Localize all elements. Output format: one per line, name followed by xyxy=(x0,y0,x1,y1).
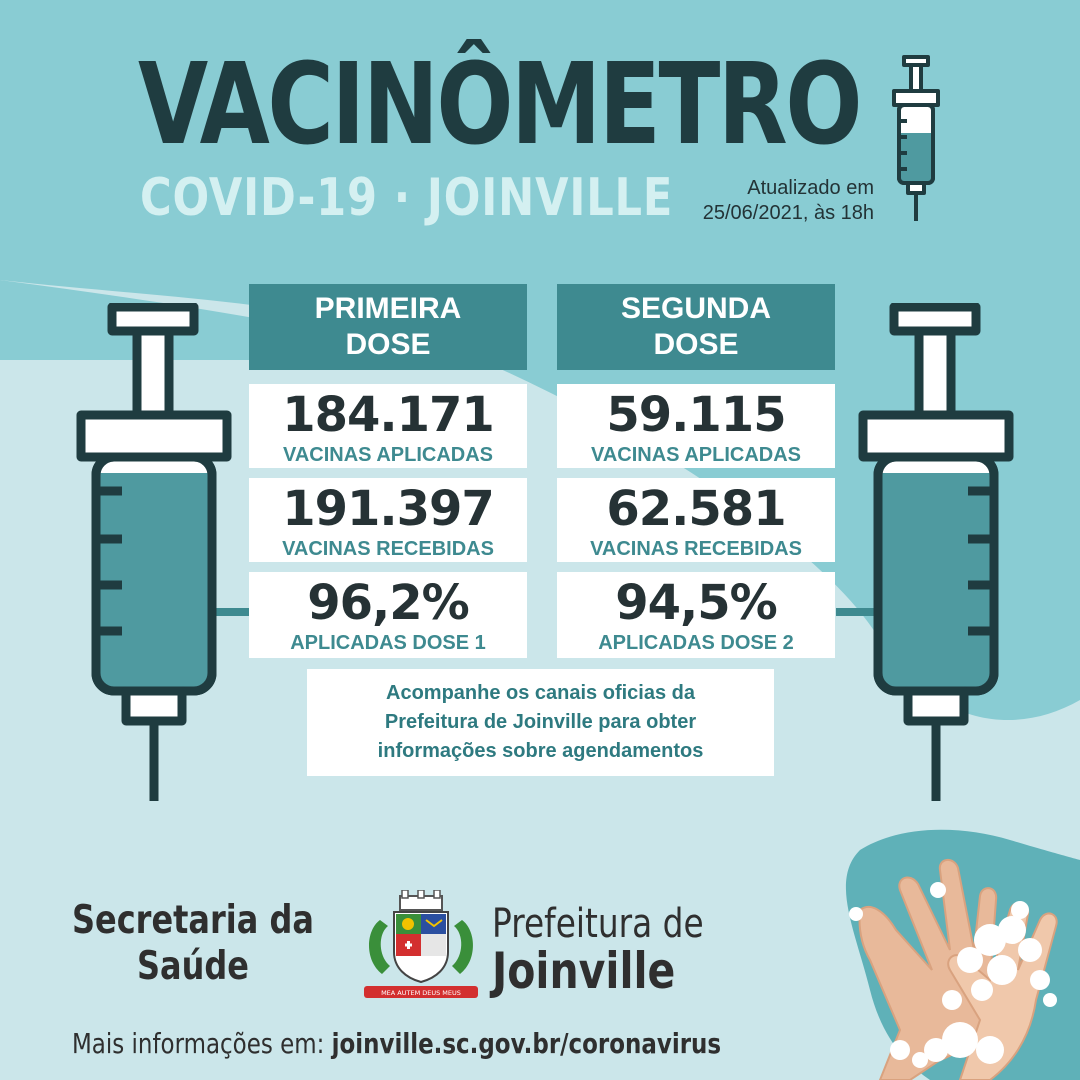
syringe-icon xyxy=(76,303,232,805)
first-dose-title-line1: PRIMEIRA xyxy=(314,292,462,325)
second-dose-title-line1: SEGUNDA xyxy=(620,292,771,325)
more-info-link[interactable]: joinville.sc.gov.br/coronavirus xyxy=(331,1027,722,1060)
second-dose-percent-value: 94,5% xyxy=(615,575,777,631)
syringe-icon xyxy=(858,303,1014,805)
second-dose-applied-label: VACINAS APLICADAS xyxy=(590,444,801,466)
secretaria-line1: Secretaria da xyxy=(72,898,314,943)
first-dose-received-label: VACINAS RECEBIDAS xyxy=(282,538,494,560)
info-line: Acompanhe os canais oficias da xyxy=(386,682,695,704)
first-dose-applied-label: VACINAS APLICADAS xyxy=(282,444,493,466)
prefeitura-logo-line1: Prefeitura de xyxy=(492,901,704,947)
first-dose-received-value: 191.397 xyxy=(282,481,494,537)
city-crest-icon xyxy=(360,890,482,1002)
page-subtitle: COVID-19 · JOINVILLE xyxy=(140,168,674,228)
updated-label: Atualizado em xyxy=(747,177,874,199)
second-dose-received-card xyxy=(557,478,835,562)
first-dose-applied-value: 184.171 xyxy=(282,387,494,443)
handwashing-icon xyxy=(840,850,1080,1080)
updated-date: 25/06/2021, às 18h xyxy=(702,202,874,224)
secretaria-line2: Saúde xyxy=(136,944,249,989)
first-dose-received-card xyxy=(249,478,527,562)
info-line: Prefeitura de Joinville para obter xyxy=(384,711,697,733)
first-dose-header xyxy=(249,284,527,370)
second-dose-percent-label: APLICADAS DOSE 2 xyxy=(598,632,794,654)
second-dose-received-value: 62.581 xyxy=(606,481,786,537)
first-dose-title-line2: DOSE xyxy=(345,328,431,361)
secretaria-logo-text xyxy=(72,898,314,990)
more-info-label: Mais informações em: xyxy=(72,1027,325,1060)
prefeitura-logo-line2: Joinville xyxy=(492,942,676,1000)
first-dose-percent-value: 96,2% xyxy=(307,575,469,631)
crest-motto: MEA AUTEM DEUS MEUS xyxy=(381,989,461,997)
second-dose-applied-value: 59.115 xyxy=(606,387,786,443)
page-title: VACINÔMETRO xyxy=(138,40,861,170)
updated-timestamp xyxy=(660,176,874,226)
first-dose-percent-label: APLICADAS DOSE 1 xyxy=(290,632,486,654)
second-dose-title-line2: DOSE xyxy=(653,328,739,361)
first-dose-percent-card xyxy=(249,572,527,658)
second-dose-percent-card xyxy=(557,572,835,658)
first-dose-applied-card xyxy=(249,384,527,468)
second-dose-received-label: VACINAS RECEBIDAS xyxy=(590,538,802,560)
info-box xyxy=(307,669,774,776)
more-info xyxy=(72,1026,721,1062)
second-dose-applied-card xyxy=(557,384,835,468)
info-line: informações sobre agendamentos xyxy=(377,740,704,762)
second-dose-header xyxy=(557,284,835,370)
